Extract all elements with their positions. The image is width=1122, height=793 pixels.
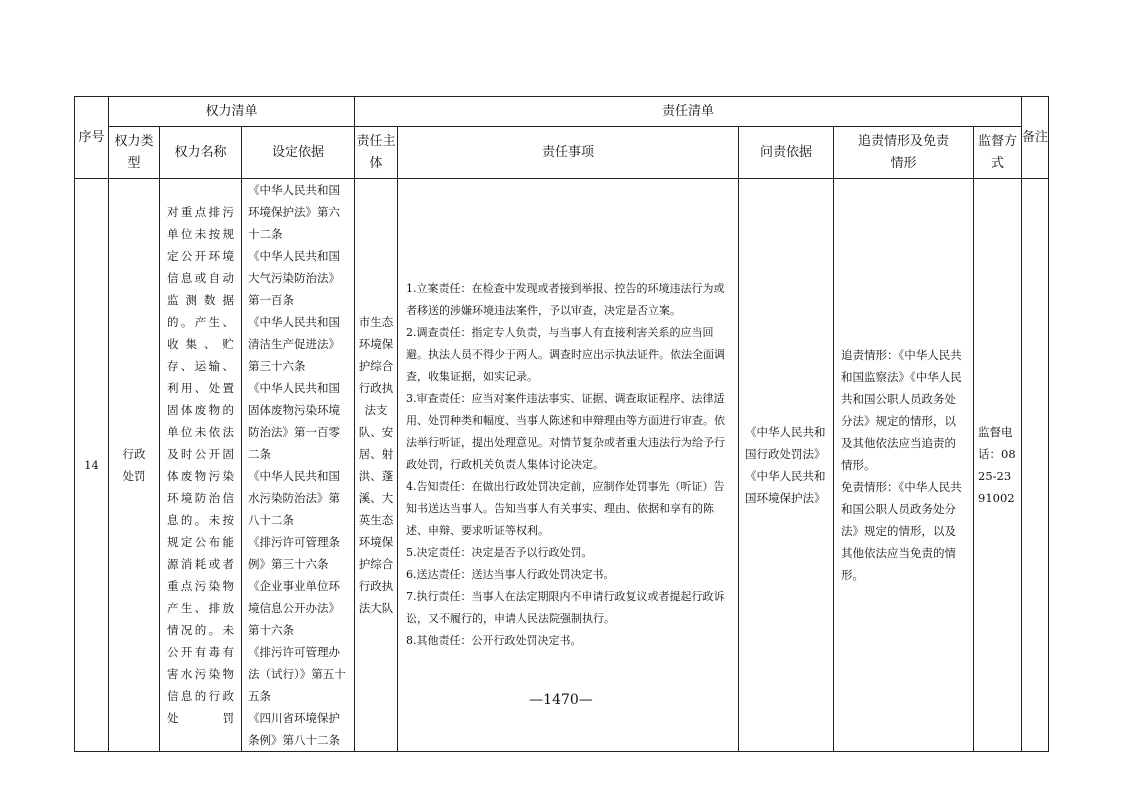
header-basis: 设定依据	[242, 127, 355, 179]
duty-item: 4.告知责任：在做出行政处罚决定前，应制作处罚事先（听证）告知书送达当事人。告知当事人有关事实、理由、依据和享有的陈述、申辩、要求听证等权利。	[406, 480, 725, 537]
header-supervision: 监督方式	[974, 127, 1022, 179]
duty-item: 7.执行责任：当事人在法定期限内不申请行政复议或者提起行政诉讼，又不履行的，申请人民法院强制执行。	[406, 590, 725, 625]
row-account-basis: 《中华人民共和国行政处罚法》《中华人民共和国环境保护法》	[739, 179, 834, 752]
duty-item: 6.送达责任：送达当事人行政处罚决定书。	[406, 568, 615, 581]
row-power-type: 行政处罚	[109, 179, 160, 752]
duty-item: 1.立案责任：在检查中发现或者接到举报、控告的环境违法行为或者移送的涉嫌环境违法案件，予以审查，决定是否立案。	[406, 282, 725, 317]
row-remark	[1022, 179, 1049, 752]
header-account-basis: 问责依据	[739, 127, 834, 179]
duty-item: 8.其他责任：公开行政处罚决定书。	[406, 634, 582, 647]
liability-accountable: 追责情形：《中华人民共和国监察法》《中华人民共和国公职人员政务处分法》规定的情形，以及其他依法应当追责的情形。	[841, 348, 962, 472]
basis-item: 《排污许可管理办法（试行）》第五十五条	[248, 645, 346, 703]
basis-item: 《企业事业单位环境信息公开办法》第十六条	[248, 579, 340, 637]
row-liability	[834, 179, 974, 752]
row-seq: 14	[75, 179, 109, 752]
basis-item: 《中华人民共和国水污染防治法》第八十二条	[248, 469, 340, 527]
header-liability: 追责情形及免责情形	[834, 127, 974, 179]
basis-item: 《四川省环境保护条例》第八十二条	[248, 711, 340, 747]
basis-item: 《中华人民共和国大气污染防治法》第一百条	[248, 249, 340, 307]
header-duty-items: 责任事项	[398, 127, 739, 179]
header-remark: 备注	[1022, 97, 1049, 179]
row-subject: 市生态环境保护综合行政执法支队、安居、射洪、蓬溪、大英生态环境保护综合行政执法大队	[355, 179, 398, 752]
header-power-type: 权力类型	[109, 127, 160, 179]
header-duty-list: 责任清单	[355, 97, 1022, 127]
basis-item: 《排污许可管理条例》第三十六条	[248, 535, 340, 571]
row-duty-items	[398, 179, 739, 752]
row-basis-list	[242, 179, 355, 752]
basis-item: 《中华人民共和国清洁生产促进法》第三十六条	[248, 315, 340, 373]
duty-item: 2.调查责任：指定专人负责，与当事人有直接利害关系的应当回避。执法人员不得少于两人。调查时应出示执法证件。依法全面调查，收集证据，如实记录。	[406, 326, 725, 383]
basis-item: 《中华人民共和国环境保护法》第六十二条	[248, 183, 340, 241]
header-power-list: 权力清单	[109, 97, 355, 127]
header-subject: 责任主体	[355, 127, 398, 179]
header-seq: 序号	[75, 97, 109, 179]
duty-item: 5.决定责任：决定是否予以行政处罚。	[406, 546, 593, 559]
row-supervision: 监督电话：0825-2391002	[974, 179, 1022, 752]
page-number: —1470—	[529, 692, 593, 708]
basis-item: 《中华人民共和国固体废物污染环境防治法》第一百零二条	[248, 381, 340, 461]
row-power-name: 对重点排污单位未按规定公开环境信息或自动监测数据的。产生、收集、贮存、运输、利用、处置固体废物的单位未依法及时公开固体废物污染环境防治信息的。未按规定公布能源消耗或者重点污染物产生、排放情况的。未公开有毒有害水污染物信息的行政处罚	[160, 179, 242, 752]
power-duty-table	[74, 96, 1049, 752]
header-power-name: 权力名称	[160, 127, 242, 179]
liability-exempt: 免责情形：《中华人民共和国公职人员政务处分法》规定的情形，以及其他依法应当免责的情形。	[841, 480, 962, 582]
duty-item: 3.审查责任：应当对案件违法事实、证据、调查取证程序、法律适用、处罚种类和幅度、当事人陈述和申辩理由等方面进行审查。依法举行听证，提出处理意见。对情节复杂或者重大违法行为给予行政处罚，行政机关负责人集体讨论决定。	[406, 392, 725, 471]
